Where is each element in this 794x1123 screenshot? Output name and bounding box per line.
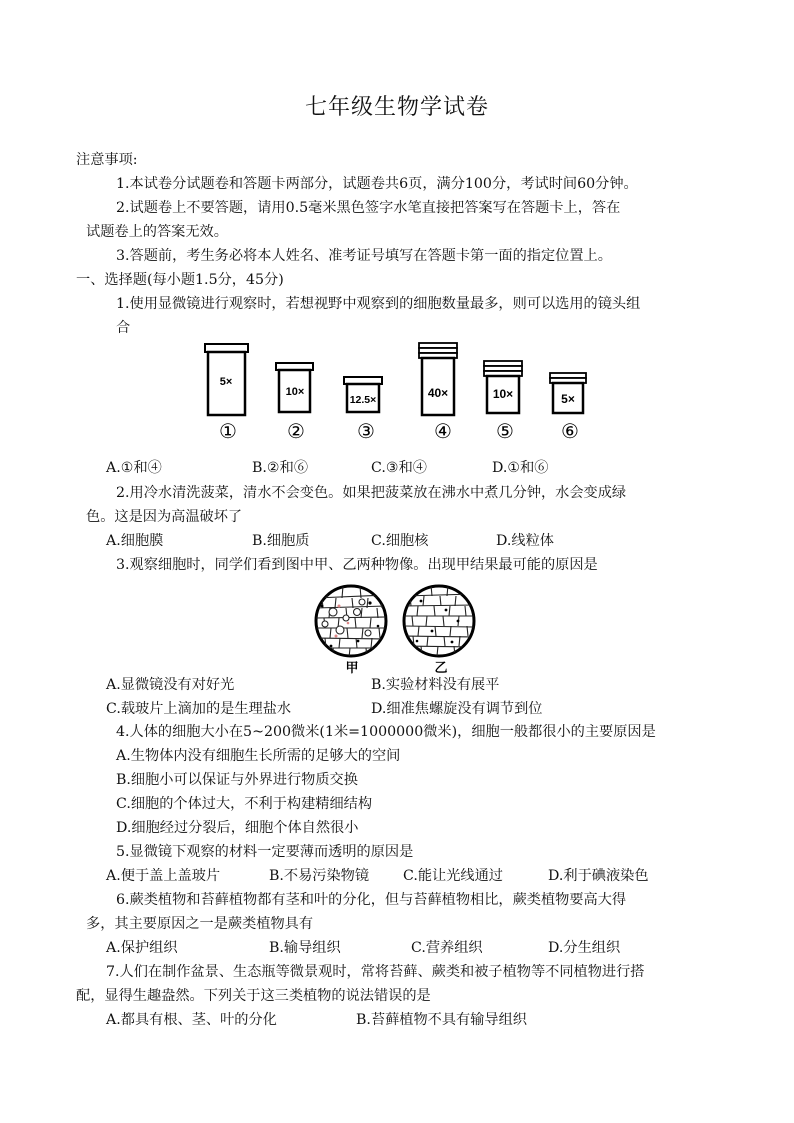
notice-item: 2.试题卷上不要答题，请用0.5毫米黑色签字水笔直接把答案写在答题卡上，答在 <box>116 200 621 216</box>
lens-3-label: 12.5× <box>349 394 377 406</box>
lens-6-number: ⑥ <box>561 419 579 443</box>
question-5-option: C.能让光线通过 <box>403 868 503 884</box>
page-title: 七年级生物学试卷 <box>304 95 489 120</box>
question-6-stem: 6.蕨类植物和苔藓植物都有茎和叶的分化，但与苔藓植物相比，蕨类植物要高大得 <box>116 892 627 908</box>
question-1-option: B.②和⑥ <box>252 460 309 476</box>
question-1-option: A.①和④ <box>106 460 162 476</box>
lens-1-label: 5× <box>219 376 233 388</box>
question-4-option: B.细胞小可以保证与外界进行物质交换 <box>116 772 358 788</box>
question-6-option: D.分生组织 <box>548 940 621 956</box>
question-1-stem: 1.使用显微镜进行观察时，若想视野中观察到的细胞数量最多，则可以选用的镜头组 <box>116 296 641 312</box>
lens-4-number: ④ <box>434 419 452 443</box>
lens-5-label: 10× <box>492 387 514 401</box>
question-3-option: D.细准焦螺旋没有调节到位 <box>371 701 543 717</box>
question-2-stem: 2.用冷水清洗菠菜，清水不会变色。如果把菠菜放在沸水中煮几分钟，水会变成绿 <box>116 485 627 501</box>
question-6-option: A.保护组织 <box>106 940 178 956</box>
lens-6-label: 5× <box>561 392 575 406</box>
question-4-option: D.细胞经过分裂后，细胞个体自然很小 <box>116 820 359 836</box>
question-4-option: C.细胞的个体过大，不利于构建精细结构 <box>116 796 373 812</box>
question-5-stem: 5.显微镜下观察的材料一定要薄而透明的原因是 <box>116 844 414 860</box>
lens-4-label: 40× <box>427 386 449 400</box>
question-3-option: A.显微镜没有对好光 <box>106 677 235 693</box>
lens-1-number: ① <box>219 419 237 443</box>
question-7-option: A.都具有根、茎、叶的分化 <box>106 1012 277 1028</box>
section-heading: 一、选择题(每小题1.5分，45分) <box>76 272 284 288</box>
view-jia <box>316 586 386 676</box>
question-3-stem: 3.观察细胞时，同学们看到图中甲、乙两种物像。出现甲结果最可能的原因是 <box>116 557 598 573</box>
question-4-stem: 4.人体的细胞大小在5~200微米(1米=1000000微米)，细胞一般都很小的主要原因是 <box>116 724 656 740</box>
question-7-option: B.苔藓植物不具有输导组织 <box>356 1012 527 1028</box>
question-1-option: D.①和⑥ <box>492 460 549 476</box>
view-yi-label: 乙 <box>434 661 448 676</box>
lens-5-number: ⑤ <box>496 419 514 443</box>
question-6-stem-cont: 多，其主要原因之一是蕨类植物具有 <box>86 916 314 932</box>
view-yi <box>404 585 474 676</box>
question-1-option: C.③和④ <box>371 460 427 476</box>
question-2-stem-cont: 色。这是因为高温破坏了 <box>86 509 243 525</box>
lens-2-number: ② <box>287 419 305 443</box>
question-3-option: B.实验材料没有展平 <box>371 677 500 693</box>
notice-item: 1.本试卷分试题卷和答题卡两部分，试题卷共6页，满分100分，考试时间60分钟。 <box>116 176 638 192</box>
lens-2-label: 10× <box>285 386 305 398</box>
question-7-stem: 7.人们在制作盆景、生态瓶等微景观时，常将苔藓、蕨类和被子植物等不同植物进行搭 <box>106 964 645 980</box>
question-1-stem-cont: 合 <box>116 320 131 336</box>
notice-item: 试题卷上的答案无效。 <box>86 224 228 240</box>
question-3-option: C.载玻片上滴加的是生理盐水 <box>106 701 292 717</box>
view-jia-label: 甲 <box>345 661 359 676</box>
question-2-option: B.细胞质 <box>252 533 310 549</box>
notice-heading: 注意事项: <box>76 152 138 168</box>
lens-3-number: ③ <box>357 419 375 443</box>
question-2-option: D.线粒体 <box>496 533 554 549</box>
question-2-option: C.细胞核 <box>371 533 429 549</box>
question-6-option: C.营养组织 <box>411 940 483 956</box>
question-5-option: B.不易污染物镜 <box>269 868 370 884</box>
question-5-option: D.利于碘液染色 <box>548 868 649 884</box>
question-6-option: B.输导组织 <box>269 940 341 956</box>
question-7-stem-cont: 配，显得生趣盎然。下列关于这三类植物的说法错误的是 <box>76 988 431 1004</box>
notice-item: 3.答题前，考生务必将本人姓名、准考证号填写在答题卡第一面的指定位置上。 <box>116 248 612 264</box>
question-2-option: A.细胞膜 <box>106 533 164 549</box>
question-5-option: A.便于盖上盖玻片 <box>106 868 221 884</box>
question-4-option: A.生物体内没有细胞生长所需的足够大的空间 <box>116 748 401 764</box>
